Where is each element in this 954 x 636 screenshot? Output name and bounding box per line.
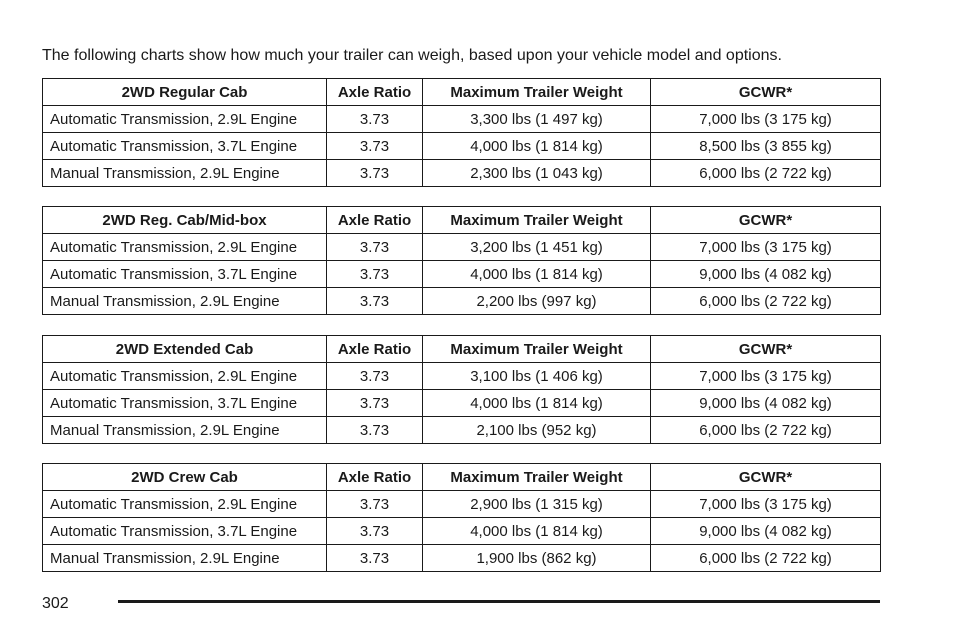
header-max-trailer-weight: Maximum Trailer Weight — [423, 207, 651, 234]
cell-configuration: Manual Transmission, 2.9L Engine — [43, 545, 327, 572]
table-header-row — [43, 207, 881, 234]
cell-gcwr: 7,000 lbs (3 175 kg) — [651, 234, 881, 261]
cell-gcwr: 7,000 lbs (3 175 kg) — [651, 106, 881, 133]
cell-axle-ratio: 3.73 — [327, 261, 423, 288]
header-gcwr: GCWR* — [651, 336, 881, 363]
header-gcwr: GCWR* — [651, 464, 881, 491]
cell-max-trailer-weight: 2,100 lbs (952 kg) — [423, 417, 651, 444]
header-gcwr: GCWR* — [651, 79, 881, 106]
cell-gcwr: 7,000 lbs (3 175 kg) — [651, 363, 881, 390]
header-model: 2WD Crew Cab — [43, 464, 327, 491]
header-model: 2WD Regular Cab — [43, 79, 327, 106]
header-gcwr: GCWR* — [651, 207, 881, 234]
page-number: 302 — [42, 595, 69, 612]
cell-configuration: Automatic Transmission, 3.7L Engine — [43, 518, 327, 545]
cell-axle-ratio: 3.73 — [327, 390, 423, 417]
cell-configuration: Manual Transmission, 2.9L Engine — [43, 288, 327, 315]
cell-max-trailer-weight: 1,900 lbs (862 kg) — [423, 545, 651, 572]
cell-max-trailer-weight: 2,900 lbs (1 315 kg) — [423, 491, 651, 518]
table-row — [43, 133, 881, 160]
cell-max-trailer-weight: 4,000 lbs (1 814 kg) — [423, 261, 651, 288]
table-header-row — [43, 336, 881, 363]
header-axle-ratio: Axle Ratio — [327, 79, 423, 106]
table-row — [43, 417, 881, 444]
trailer-weight-table-extended-cab — [42, 335, 881, 444]
header-model: 2WD Extended Cab — [43, 336, 327, 363]
cell-max-trailer-weight: 3,300 lbs (1 497 kg) — [423, 106, 651, 133]
header-max-trailer-weight: Maximum Trailer Weight — [423, 464, 651, 491]
table-row — [43, 491, 881, 518]
cell-configuration: Automatic Transmission, 3.7L Engine — [43, 390, 327, 417]
cell-configuration: Automatic Transmission, 2.9L Engine — [43, 363, 327, 390]
trailer-weight-table-crew-cab — [42, 463, 881, 572]
cell-axle-ratio: 3.73 — [327, 417, 423, 444]
cell-configuration: Automatic Transmission, 2.9L Engine — [43, 491, 327, 518]
cell-configuration: Automatic Transmission, 2.9L Engine — [43, 106, 327, 133]
cell-gcwr: 9,000 lbs (4 082 kg) — [651, 518, 881, 545]
table-row — [43, 261, 881, 288]
cell-axle-ratio: 3.73 — [327, 160, 423, 187]
cell-axle-ratio: 3.73 — [327, 234, 423, 261]
header-axle-ratio: Axle Ratio — [327, 336, 423, 363]
table-row — [43, 390, 881, 417]
header-model: 2WD Reg. Cab/Mid-box — [43, 207, 327, 234]
header-max-trailer-weight: Maximum Trailer Weight — [423, 336, 651, 363]
cell-max-trailer-weight: 2,300 lbs (1 043 kg) — [423, 160, 651, 187]
cell-gcwr: 9,000 lbs (4 082 kg) — [651, 390, 881, 417]
cell-max-trailer-weight: 4,000 lbs (1 814 kg) — [423, 390, 651, 417]
cell-configuration: Automatic Transmission, 3.7L Engine — [43, 261, 327, 288]
table-row — [43, 288, 881, 315]
trailer-weight-table-regular-cab — [42, 78, 881, 187]
cell-configuration: Automatic Transmission, 3.7L Engine — [43, 133, 327, 160]
cell-gcwr: 9,000 lbs (4 082 kg) — [651, 261, 881, 288]
table-row — [43, 518, 881, 545]
table-row — [43, 160, 881, 187]
header-max-trailer-weight: Maximum Trailer Weight — [423, 79, 651, 106]
cell-max-trailer-weight: 4,000 lbs (1 814 kg) — [423, 133, 651, 160]
cell-axle-ratio: 3.73 — [327, 363, 423, 390]
cell-configuration: Manual Transmission, 2.9L Engine — [43, 417, 327, 444]
cell-max-trailer-weight: 2,200 lbs (997 kg) — [423, 288, 651, 315]
table-row — [43, 363, 881, 390]
cell-gcwr: 6,000 lbs (2 722 kg) — [651, 160, 881, 187]
table-row — [43, 545, 881, 572]
table-header-row — [43, 79, 881, 106]
table-header-row — [43, 464, 881, 491]
table-row — [43, 234, 881, 261]
cell-axle-ratio: 3.73 — [327, 545, 423, 572]
cell-gcwr: 6,000 lbs (2 722 kg) — [651, 545, 881, 572]
cell-axle-ratio: 3.73 — [327, 133, 423, 160]
cell-axle-ratio: 3.73 — [327, 518, 423, 545]
cell-axle-ratio: 3.73 — [327, 106, 423, 133]
trailer-weight-table-reg-cab-mid-box — [42, 206, 881, 315]
footer-rule — [118, 600, 880, 603]
cell-configuration: Manual Transmission, 2.9L Engine — [43, 160, 327, 187]
cell-gcwr: 7,000 lbs (3 175 kg) — [651, 491, 881, 518]
cell-configuration: Automatic Transmission, 2.9L Engine — [43, 234, 327, 261]
header-axle-ratio: Axle Ratio — [327, 207, 423, 234]
cell-axle-ratio: 3.73 — [327, 491, 423, 518]
cell-max-trailer-weight: 3,200 lbs (1 451 kg) — [423, 234, 651, 261]
cell-max-trailer-weight: 3,100 lbs (1 406 kg) — [423, 363, 651, 390]
header-axle-ratio: Axle Ratio — [327, 464, 423, 491]
cell-max-trailer-weight: 4,000 lbs (1 814 kg) — [423, 518, 651, 545]
table-row — [43, 106, 881, 133]
cell-axle-ratio: 3.73 — [327, 288, 423, 315]
cell-gcwr: 6,000 lbs (2 722 kg) — [651, 288, 881, 315]
cell-gcwr: 8,500 lbs (3 855 kg) — [651, 133, 881, 160]
cell-gcwr: 6,000 lbs (2 722 kg) — [651, 417, 881, 444]
intro-paragraph: The following charts show how much your trailer can weigh, based upon your vehicle model and options. — [42, 47, 782, 64]
